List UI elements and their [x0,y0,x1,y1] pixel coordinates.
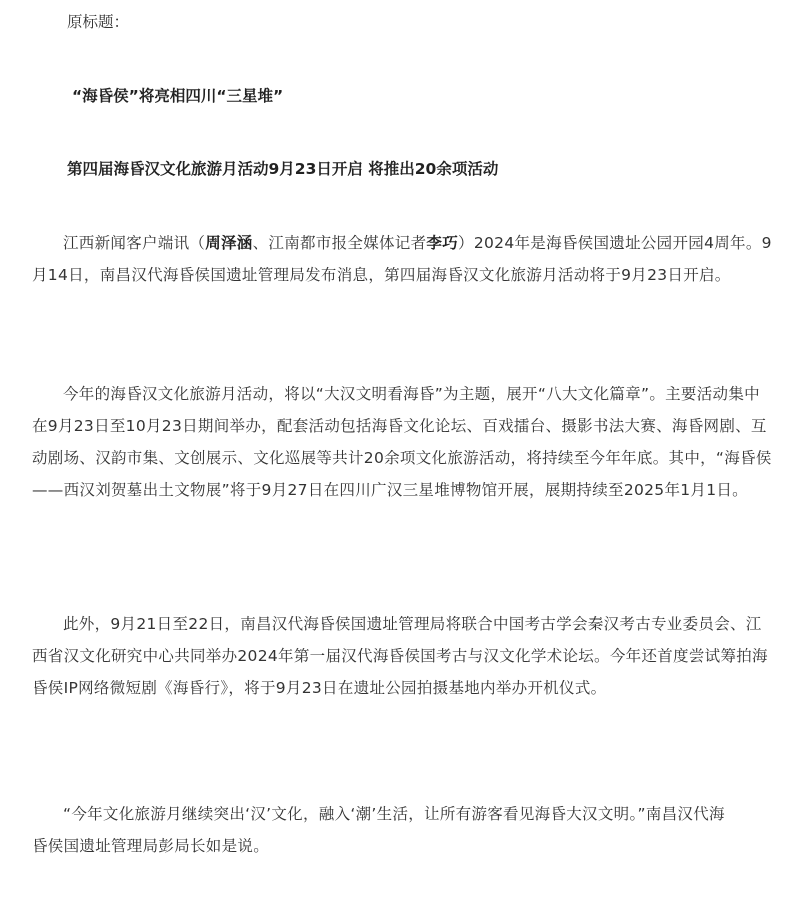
p1-middle: 、江南都市报全媒体记者 [252,234,427,252]
original-title-label: 原标题： [67,13,130,31]
paragraph-1 [32,227,772,291]
paragraph-2: 今年的海昏汉文化旅游月活动，将以“大汉文明看海昏”为主题，展开“八大文化篇章”。主要活动集中在9月23日至10月23日期间举办，配套活动包括海昏文化论坛、百戏擂台、摄影书法大赛、海昏网剧、互动剧场、汉韵市集、文创展示、文化巡展等共计20余项文化旅游活动，将持续至今年年底。其中，“海昏侯——西汉刘贺墓出土文物展”将于9月27日在四川广汉三星堆博物馆开展，展期持续至2025年1月1日。 [32,385,772,499]
p1-rest: ）2024年是海昏侯国遗址公园开园4周年。9月14日，南昌汉代海昏侯国遗址管理局发布消息，第四届海昏汉文化旅游月活动将于9月23日开启。 [32,234,772,284]
paragraph-4: “今年文化旅游月继续突出‘汉’文化，融入‘潮’生活，让所有游客看见海昏大汉文明。”南昌汉代海昏侯国遗址管理局彭局长如是说。 [32,805,725,855]
subheadline: 第四届海昏汉文化旅游月活动9月23日开启 将推出20余项活动 [67,160,499,178]
reporter-1: 周泽涵 [205,234,253,252]
paragraph-3: 此外，9月21日至22日，南昌汉代海昏侯国遗址管理局将联合中国考古学会秦汉考古专业委员会、江西省汉文化研究中心共同举办2024年第一届汉代海昏侯国考古与汉文化学术论坛。今年还首度尝试筹拍海昏侯IP网络微短剧《海昏行》，将于9月23日在遗址公园拍摄基地内举办开机仪式。 [32,615,768,697]
reporter-2: 李巧 [426,234,459,252]
p1-prefix: 江西新闻客户端讯（ [63,234,206,252]
headline: “海昏侯”将亮相四川“三星堆” [72,87,284,105]
